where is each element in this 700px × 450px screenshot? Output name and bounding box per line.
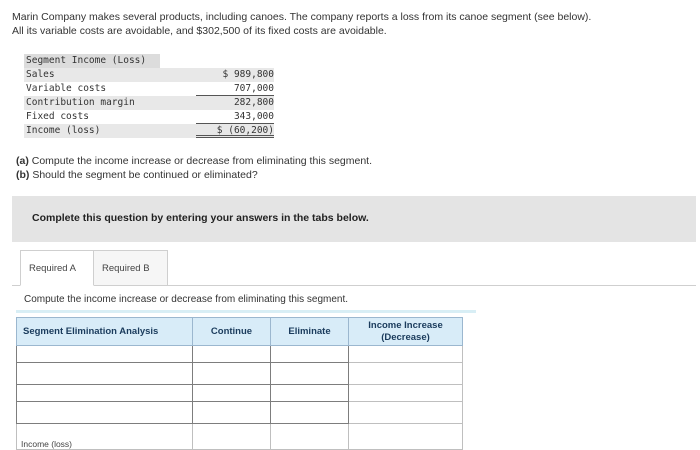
income-change-cell bbox=[349, 363, 463, 385]
segment-row-amount: 343,000 bbox=[196, 110, 274, 124]
row-label-input[interactable] bbox=[17, 385, 193, 402]
row-label-input[interactable] bbox=[17, 346, 193, 363]
tab-required-b[interactable]: Required B bbox=[94, 250, 168, 286]
segment-elimination-table bbox=[16, 317, 463, 450]
segment-row-amount: 707,000 bbox=[196, 82, 274, 96]
row-label-input[interactable] bbox=[17, 363, 193, 385]
tab-required-a[interactable]: Required A bbox=[20, 250, 94, 286]
segment-table-title: Segment Income (Loss) bbox=[24, 54, 160, 68]
problem-intro bbox=[12, 10, 696, 38]
col-header-eliminate: Eliminate bbox=[271, 318, 349, 346]
continue-input[interactable] bbox=[193, 402, 271, 424]
prompt-divider bbox=[16, 310, 476, 313]
continue-input[interactable] bbox=[193, 363, 271, 385]
segment-row-label: Contribution margin bbox=[24, 96, 196, 110]
question-b: (b) Should the segment be continued or eliminated? bbox=[16, 169, 258, 181]
segment-income-table bbox=[24, 54, 274, 138]
segment-row-amount: $ (60,200) bbox=[196, 124, 274, 138]
segment-row-label: Variable costs bbox=[26, 83, 107, 94]
intro-line-2: All its variable costs are avoidable, and $302,500 of its fixed costs are avoidable. bbox=[12, 25, 387, 37]
instruction-bar bbox=[12, 196, 696, 242]
eliminate-input[interactable] bbox=[271, 402, 349, 424]
income-change-cell bbox=[349, 402, 463, 424]
continue-input[interactable] bbox=[193, 346, 271, 363]
income-loss-label: Income (loss) bbox=[17, 424, 193, 450]
question-list bbox=[16, 154, 372, 182]
segment-row-label: Sales bbox=[24, 68, 196, 82]
intro-line-1: Marin Company makes several products, including canoes. The company reports a loss from its canoe segment (see below). bbox=[12, 11, 592, 23]
segment-row-amount: $ 989,800 bbox=[196, 68, 274, 82]
eliminate-input[interactable] bbox=[271, 363, 349, 385]
tab-prompt: Compute the income increase or decrease from eliminating this segment. bbox=[24, 294, 349, 305]
eliminate-input[interactable] bbox=[271, 346, 349, 363]
col-header-continue: Continue bbox=[193, 318, 271, 346]
question-a: (a) Compute the income increase or decrease from eliminating this segment. bbox=[16, 155, 373, 167]
eliminate-total-cell bbox=[271, 424, 349, 450]
income-change-cell bbox=[349, 346, 463, 363]
col-header-income-change: Income Increase (Decrease) bbox=[349, 318, 463, 346]
col-header-analysis: Segment Elimination Analysis bbox=[17, 318, 193, 346]
answer-tabs bbox=[20, 250, 168, 286]
continue-total-cell bbox=[193, 424, 271, 450]
continue-input[interactable] bbox=[193, 385, 271, 402]
income-change-cell bbox=[349, 385, 463, 402]
eliminate-input[interactable] bbox=[271, 385, 349, 402]
row-label-input[interactable] bbox=[17, 402, 193, 424]
income-change-total-cell bbox=[349, 424, 463, 450]
segment-row-label: Income (loss) bbox=[24, 124, 196, 138]
segment-row-amount: 282,800 bbox=[196, 96, 274, 110]
segment-row-label: Fixed costs bbox=[26, 111, 89, 122]
instruction-text: Complete this question by entering your answers in the tabs below. bbox=[32, 212, 369, 224]
